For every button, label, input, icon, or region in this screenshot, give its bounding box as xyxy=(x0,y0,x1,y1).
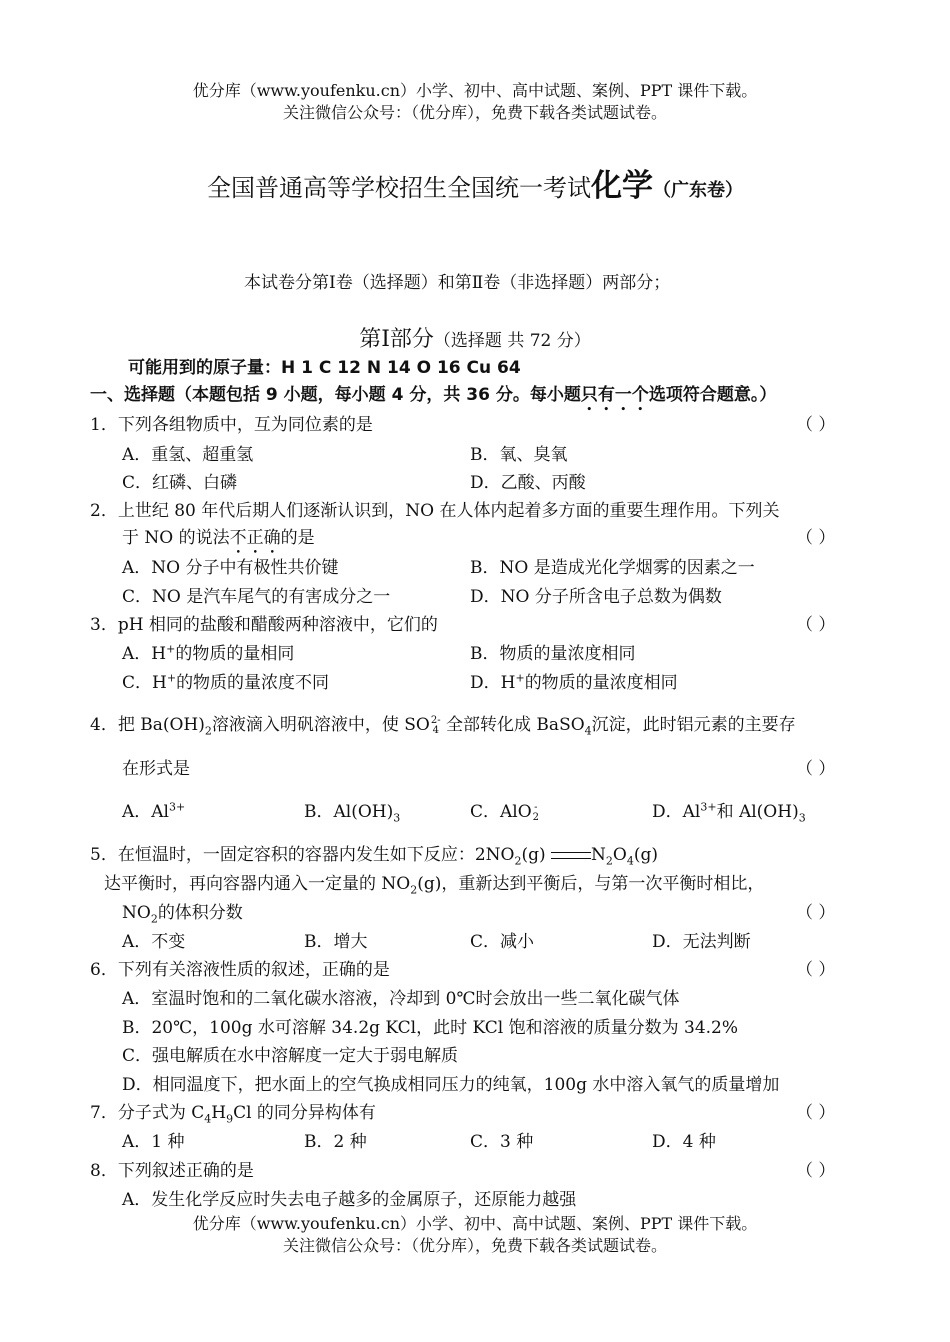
q4-answer-paren: （ ） xyxy=(796,759,836,779)
q5-line2-sub: 2 xyxy=(410,883,418,897)
q6-stem: 6．下列有关溶液性质的叙述，正确的是 xyxy=(90,960,390,980)
q2-option-a: A．NO 分子中有极性共价键 xyxy=(122,558,339,578)
q3-option-b: B．物质的量浓度相同 xyxy=(470,644,636,664)
q5-line3-b: 的体积分数 xyxy=(157,903,243,923)
q2-stem-2a: 于 NO 的说法 xyxy=(122,528,230,548)
section-heading-b: 选项符合题意。） xyxy=(648,385,777,405)
q1-answer-paren: （ ） xyxy=(796,415,836,435)
q5-sub-4: 4 xyxy=(626,854,634,868)
q5-stem-b: (g) xyxy=(521,845,546,865)
page-title xyxy=(0,160,950,205)
q4-stem-line-1 xyxy=(90,710,796,737)
q7-option-d: D．4 种 xyxy=(652,1132,716,1152)
q5-stem-d: O xyxy=(612,845,627,865)
q1-option-d: D．乙酸、丙酸 xyxy=(470,473,586,493)
q4-d-pre: D．Al xyxy=(652,802,701,822)
q8-option-a: A．发生化学反应时失去电子越多的金属原子，还原能力越强 xyxy=(122,1190,577,1210)
q4-so4-bot: 4 xyxy=(432,724,439,736)
q4-so4-top: 2- xyxy=(430,714,441,726)
q7-stem xyxy=(90,1098,376,1125)
q5-stem-line-1 xyxy=(90,840,658,867)
q4-stem-a: 4．把 Ba(OH) xyxy=(90,715,205,735)
q3-d-post: 的物质的量浓度相同 xyxy=(524,673,678,693)
q8-answer-paren: （ ） xyxy=(796,1161,836,1181)
q7-stem-b: H xyxy=(211,1103,227,1123)
q6-option-c: C．强电解质在水中溶解度一定大于弱电解质 xyxy=(122,1046,459,1066)
q4-stem-c: 全部转化成 BaSO xyxy=(446,715,585,735)
q4-c-bot: 2 xyxy=(532,811,540,823)
atomic-mass-line xyxy=(128,353,521,378)
equilibrium-arrow-icon xyxy=(551,849,591,863)
header-line-1: 优分库（www.youfenku.cn）小学、初中、高中试题、案例、PPT 课件下载。 xyxy=(192,81,758,100)
q7-option-c: C．3 种 xyxy=(470,1132,534,1152)
q5-line3-sub: 2 xyxy=(150,912,158,926)
q5-sub-2a: 2 xyxy=(514,854,522,868)
q4-stem-d: 沉淀，此时铝元素的主要存 xyxy=(591,715,796,735)
part1-title: 第Ⅰ部分 xyxy=(359,327,434,352)
q1-option-b: B．氧、臭氧 xyxy=(470,445,568,465)
q3-option-c xyxy=(122,668,329,693)
q3-c-pre: C．H xyxy=(122,673,167,693)
q4-d-sub: 3 xyxy=(798,811,806,825)
header-line-2: 关注微信公众号：（优分库），免费下载各类试题试卷。 xyxy=(282,103,667,122)
q3-a-post: 的物质的量相同 xyxy=(175,644,295,664)
q4-stem-line-2: 在形式是 xyxy=(122,759,190,779)
q3-answer-paren: （ ） xyxy=(796,615,836,635)
q5-line2-b: (g)，重新达到平衡后，与第一次平衡时相比， xyxy=(417,874,765,894)
part1-note: （选择题 共 72 分） xyxy=(433,331,591,351)
q4-c-charge xyxy=(533,803,539,823)
title-region: （广东卷） xyxy=(653,180,743,201)
q3-c-sup: + xyxy=(166,671,177,685)
q4-so4-charge xyxy=(431,716,441,736)
q5-line2-a: 达平衡时，再向容器内通入一定量的 NO xyxy=(104,874,411,894)
part1-heading xyxy=(0,322,950,353)
q2-stem-emph: 不正确 xyxy=(229,528,281,548)
q3-d-sup: + xyxy=(515,671,525,685)
q1-option-c: C．红磷、白磷 xyxy=(122,473,238,493)
q5-stem-line-3 xyxy=(122,898,243,925)
q4-option-c xyxy=(470,797,539,823)
q4-d-mid: 和 Al(OH) xyxy=(716,802,799,822)
q3-stem: 3．pH 相同的盐酸和醋酸两种溶液中，它们的 xyxy=(90,615,438,635)
q2-stem-line-1: 2．上世纪 80 年代后期人们逐渐认识到，NO 在人体内起着多方面的重要生理作用。下列关 xyxy=(90,501,780,521)
q1-option-a: A．重氢、超重氢 xyxy=(122,445,254,465)
q4-b-sub: 3 xyxy=(393,811,401,825)
q4-option-a xyxy=(122,797,185,822)
q8-stem: 8．下列叙述正确的是 xyxy=(90,1161,254,1181)
q2-answer-paren: （ ） xyxy=(796,528,836,548)
q3-option-d xyxy=(470,668,678,693)
q4-sub-2: 2 xyxy=(204,724,212,738)
q6-option-a: A．室温时饱和的二氧化碳水溶液，冷却到 0℃时会放出一些二氧化碳气体 xyxy=(122,989,680,1009)
q2-option-c: C．NO 是汽车尾气的有害成分之一 xyxy=(122,587,391,607)
q7-sub-9: 9 xyxy=(226,1112,234,1126)
q2-stem-2b: 的是 xyxy=(280,528,315,548)
q2-option-d: D．NO 分子所含电子总数为偶数 xyxy=(470,587,722,607)
q3-option-a xyxy=(122,639,294,664)
q7-stem-c: Cl 的同分异构体有 xyxy=(233,1103,376,1123)
q3-c-post: 的物质的量浓度不同 xyxy=(176,673,330,693)
q4-b-pre: B．Al(OH) xyxy=(304,802,394,822)
section-heading-emph: 只有一个 xyxy=(580,385,649,405)
intro-text: 本试卷分第Ⅰ卷（选择题）和第Ⅱ卷（非选择题）两部分； xyxy=(244,273,671,293)
q4-c-top: - xyxy=(534,801,538,813)
q3-d-pre: D．H xyxy=(470,673,516,693)
q6-option-b: B．20℃，100g 水可溶解 34.2g KCl，此时 KCl 饱和溶液的质量分数为 34.2% xyxy=(122,1018,739,1038)
q3-a-pre: A．H xyxy=(122,644,167,664)
q4-stem-b: 溶液滴入明矾溶液中，使 SO xyxy=(211,715,430,735)
q5-option-d: D．无法判断 xyxy=(652,932,751,952)
q7-option-a: A．1 种 xyxy=(122,1132,185,1152)
q4-sub-4: 4 xyxy=(584,724,592,738)
q5-option-a: A．不变 xyxy=(122,932,186,952)
q5-line3-a: NO xyxy=(122,903,151,923)
q4-option-d xyxy=(652,797,806,824)
q5-option-c: C．减小 xyxy=(470,932,535,952)
q1-stem: 1．下列各组物质中，互为同位素的是 xyxy=(90,415,373,435)
q6-answer-paren: （ ） xyxy=(796,960,836,980)
q4-c-pre: C．AlO xyxy=(470,802,532,822)
q7-stem-a: 7．分子式为 C xyxy=(90,1103,205,1123)
q5-stem-e: (g) xyxy=(633,845,658,865)
q5-answer-paren: （ ） xyxy=(796,903,836,923)
q2-option-b: B．NO 是造成光化学烟雾的因素之一 xyxy=(470,558,755,578)
q7-answer-paren: （ ） xyxy=(796,1103,836,1123)
atomic-mass-text: 可能用到的原子量：H 1 C 12 N 14 O 16 Cu 64 xyxy=(128,358,521,378)
q4-a-pre: A．Al xyxy=(122,802,169,822)
q3-a-sup: + xyxy=(166,642,176,656)
q6-option-d: D．相同温度下，把水面上的空气换成相同压力的纯氧，100g 水中溶入氧气的质量增加 xyxy=(122,1075,780,1095)
q4-d-sup: 3+ xyxy=(700,800,717,814)
title-main: 全国普通高等学校招生全国统一考试 xyxy=(207,174,591,202)
q5-stem-line-2 xyxy=(104,869,764,896)
q7-option-b: B．2 种 xyxy=(304,1132,367,1152)
q5-stem-c: N xyxy=(591,845,606,865)
q7-sub-4: 4 xyxy=(204,1112,212,1126)
q5-option-b: B．增大 xyxy=(304,932,368,952)
q5-sub-2b: 2 xyxy=(605,854,613,868)
section-heading-a: 一、选择题（本题包括 9 小题，每小题 4 分，共 36 分。每小题 xyxy=(90,385,581,405)
q4-option-b xyxy=(304,797,400,824)
q5-stem-a: 5．在恒温时，一固定容积的容器内发生如下反应：2NO xyxy=(90,845,515,865)
footer-line-1: 优分库（www.youfenku.cn）小学、初中、高中试题、案例、PPT 课件下载。 xyxy=(192,1214,758,1233)
footer-line-2: 关注微信公众号：（优分库），免费下载各类试题试卷。 xyxy=(282,1236,667,1255)
q4-a-sup: 3+ xyxy=(169,800,186,814)
title-subject: 化学 xyxy=(591,168,653,204)
